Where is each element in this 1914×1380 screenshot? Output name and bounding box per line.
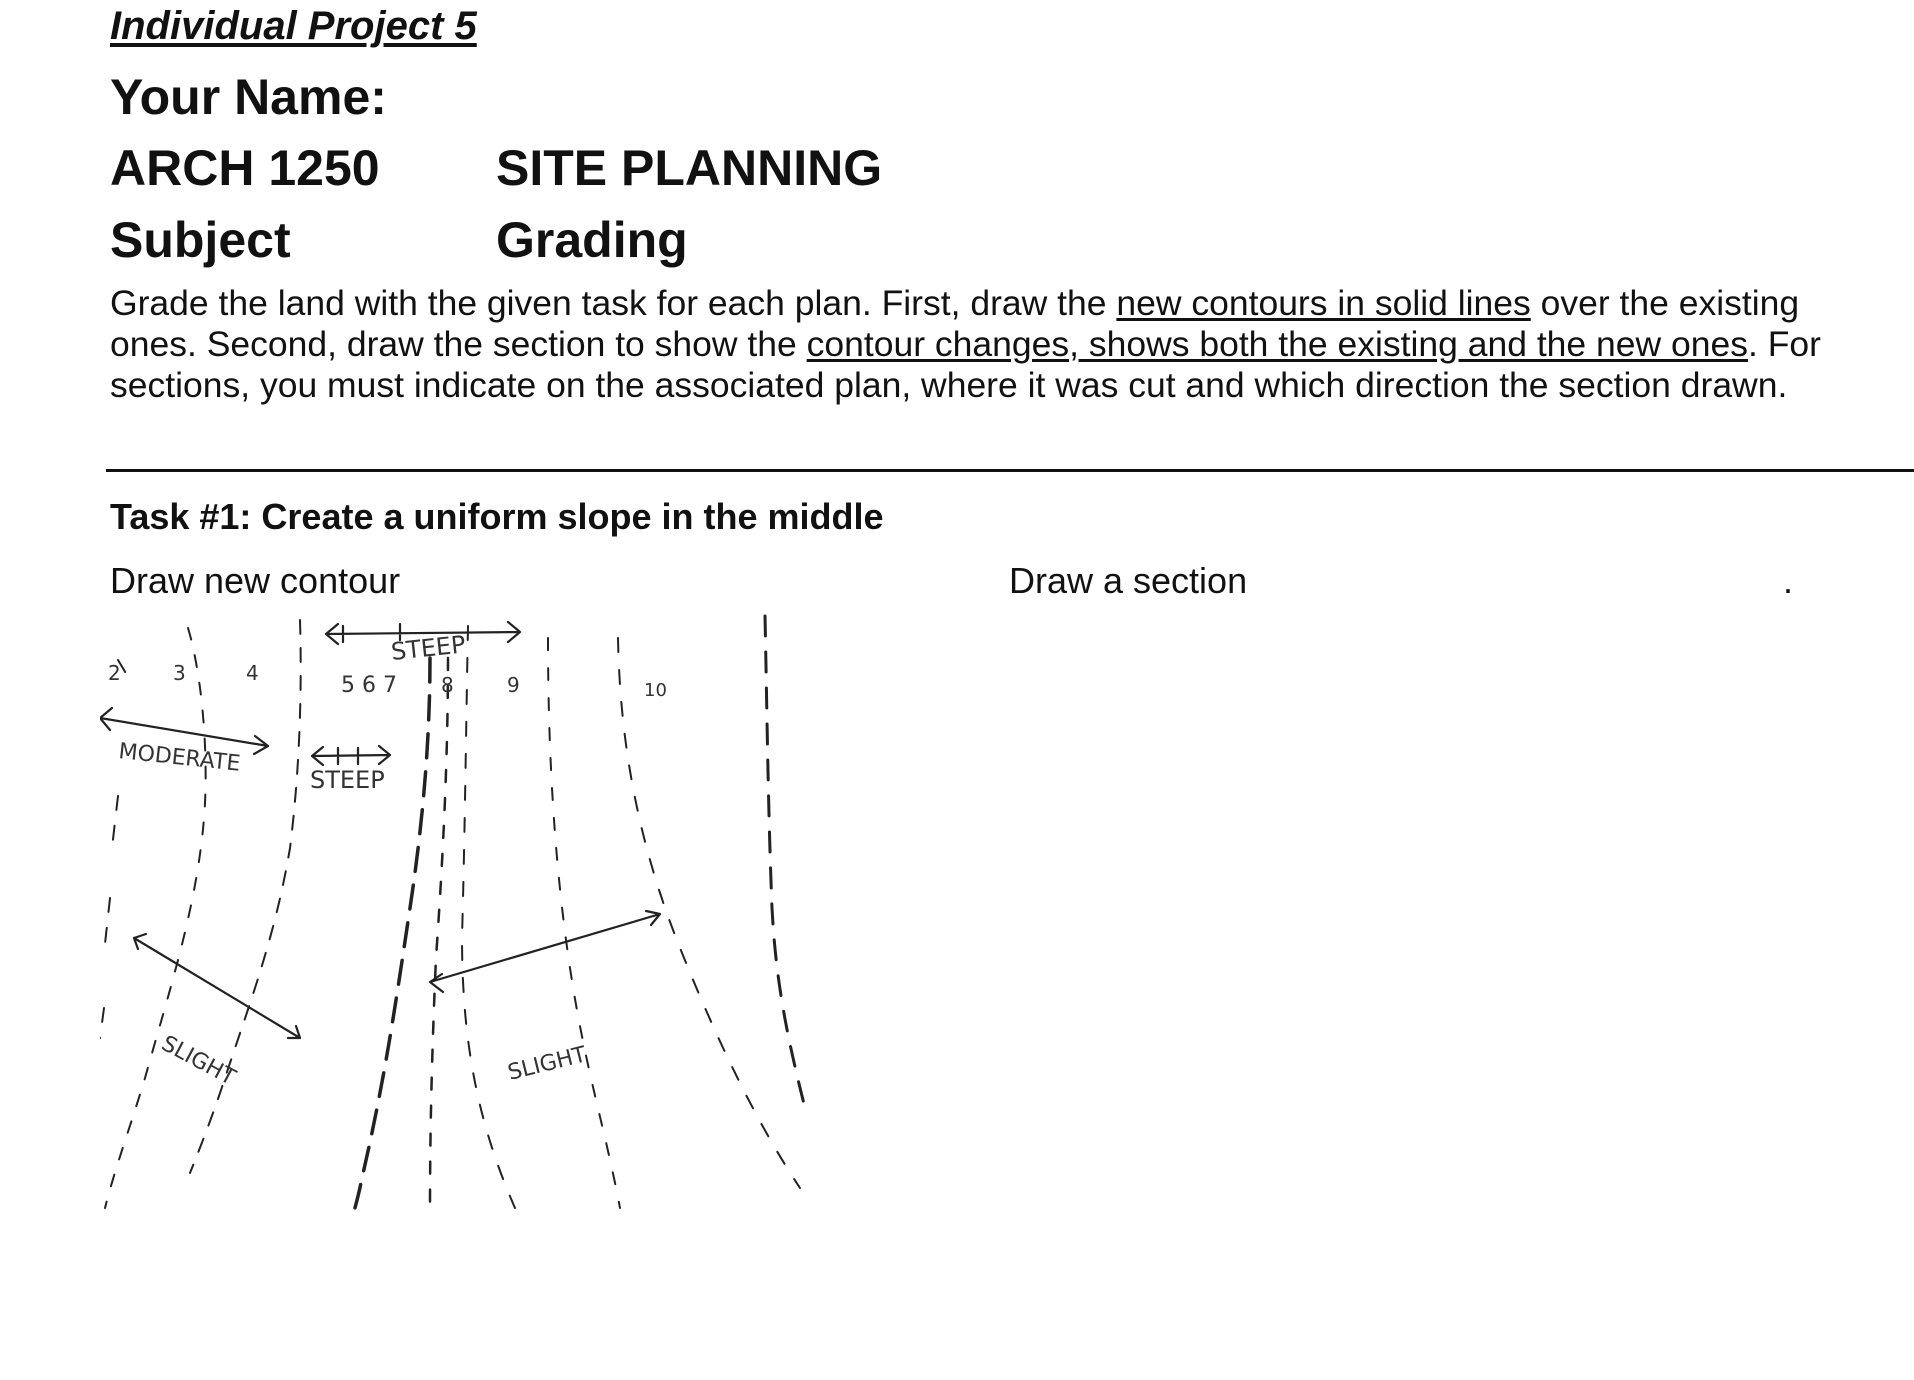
contour-line-10	[765, 616, 805, 1108]
contour-label-6: 6	[362, 673, 376, 698]
contour-line-8	[548, 638, 620, 1208]
contour-line-3	[105, 628, 206, 1208]
task-title: Task #1: Create a uniform slope in the middle	[110, 496, 884, 537]
steep-middle-slope-arrow	[312, 746, 390, 765]
contour-label-3: 3	[173, 661, 186, 685]
steep-middle-label: STEEP	[310, 766, 385, 794]
contour-plan-drawing	[100, 608, 890, 1238]
contour-line-6	[430, 658, 448, 1208]
moderate-label: MODERATE	[117, 739, 242, 777]
trailing-period: .	[1783, 560, 1794, 601]
subject-label: Subject	[110, 212, 291, 268]
section-divider	[106, 469, 1914, 472]
document-title: Individual Project 5	[110, 4, 477, 48]
slight-right-label: SLIGHT	[505, 1042, 589, 1086]
contour-label-7: 7	[383, 673, 397, 698]
contour-line-7	[462, 626, 515, 1208]
instructions-text-2: over the existing ones. Second, draw the section to show the	[110, 283, 1800, 364]
slight-left-label: SLIGHT	[157, 1031, 240, 1091]
contour-label-8: 8	[441, 673, 454, 697]
contour-line-4	[190, 620, 301, 1173]
course-title: SITE PLANNING	[496, 140, 883, 196]
contour-line-2	[100, 660, 130, 1148]
draw-section-label: Draw a section	[1009, 560, 1248, 601]
contour-label-4: 4	[246, 661, 259, 685]
contour-label-2: 2	[108, 661, 121, 685]
course-code: ARCH 1250	[110, 140, 380, 196]
contour-label-10: 10	[644, 680, 667, 701]
subject-value: Grading	[496, 212, 688, 268]
slight-right-slope-arrow	[430, 911, 660, 992]
steep-top-label: STEEP	[389, 630, 467, 666]
contour-label-5: 5	[341, 673, 355, 698]
instructions-paragraph	[110, 283, 1870, 406]
draw-contour-label: Draw new contour	[110, 560, 401, 601]
slight-left-slope-arrow	[134, 934, 300, 1038]
name-label: Your Name:	[110, 69, 387, 125]
instructions-text-1: Grade the land with the given task for each plan. First, draw the	[110, 283, 1117, 323]
instructions-emphasis-2: contour changes, shows both the existing and the new ones	[806, 324, 1748, 364]
contour-label-9: 9	[507, 673, 520, 697]
contour-line-5	[352, 658, 430, 1218]
instructions-text-3: . For sections, you must indicate on the associated plan, where it was cut and which direction the section drawn.	[110, 324, 1821, 405]
instructions-emphasis-1: new contours in solid lines	[1116, 283, 1531, 323]
